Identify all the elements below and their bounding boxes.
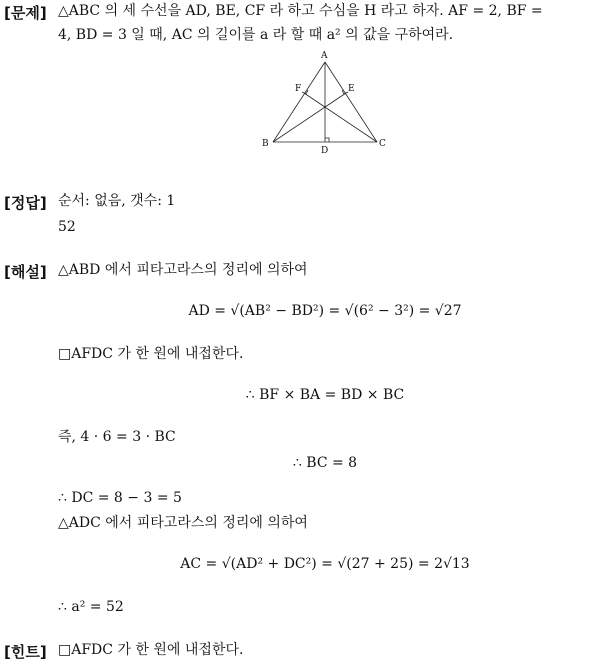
solution-label: [해설] — [4, 263, 47, 281]
label-C: C — [379, 139, 386, 149]
hint-text: □AFDC 가 한 원에 내접한다. — [58, 642, 244, 658]
problem-line-1: △ABC 의 세 수선을 AD, BE, CF 라 하고 수심을 H 라고 하자. AF = 2, BF = — [58, 3, 543, 19]
solution-line: △ABD 에서 피타고라스의 정리에 의하여 — [58, 262, 308, 278]
solution-line: □AFDC 가 한 원에 내접한다. — [58, 346, 244, 362]
problem-label: [문제] — [4, 4, 47, 22]
label-A: A — [321, 51, 328, 61]
hint-label: [힌트] — [4, 643, 47, 661]
answer-order-info: 순서: 없음, 갯수: 1 — [58, 193, 176, 209]
solution-line: ∴ DC = 8 − 3 = 5 — [58, 490, 182, 506]
solution-final: ∴ a² = 52 — [58, 599, 124, 615]
solution-equation-ac: AC = √(AD² + DC²) = √(27 + 25) = 2√13 — [180, 556, 470, 572]
solution-line: 즉, 4 · 6 = 3 · BC — [58, 429, 176, 445]
label-D: D — [321, 146, 329, 156]
label-B: B — [262, 139, 269, 149]
label-F: F — [295, 84, 302, 94]
label-E: E — [348, 84, 355, 94]
triangle-figure — [260, 48, 390, 158]
answer-value: 52 — [58, 219, 76, 235]
problem-line-2: 4, BD = 3 일 때, AC 의 길이를 a 라 할 때 a² 의 값을 구하여라. — [58, 27, 454, 43]
solution-equation-bc: ∴ BC = 8 — [292, 455, 358, 471]
solution-equation-ad: AD = √(AB² − BD²) = √(6² − 3²) = √27 — [188, 303, 462, 319]
solution-equation-power: ∴ BF × BA = BD × BC — [245, 387, 405, 403]
solution-line: △ADC 에서 피타고라스의 정리에 의하여 — [58, 515, 308, 531]
answer-label: [정답] — [4, 194, 47, 212]
